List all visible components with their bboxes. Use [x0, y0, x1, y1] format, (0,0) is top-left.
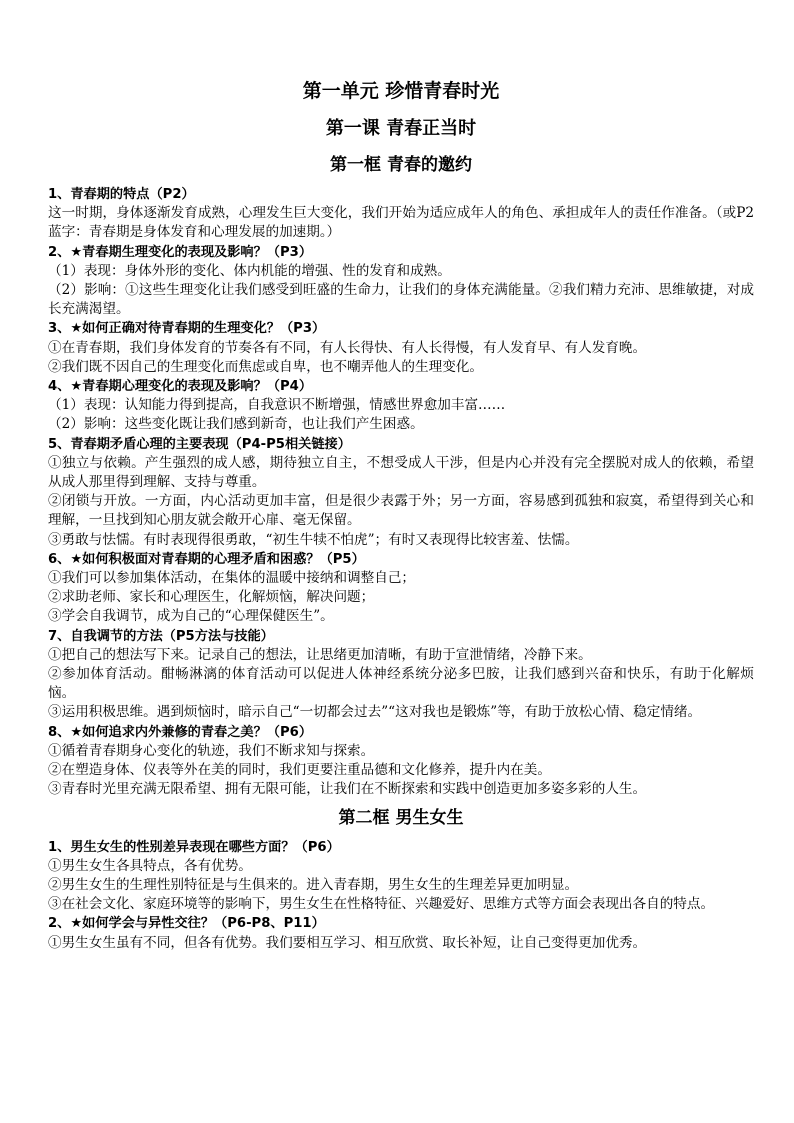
question-heading: 2、★如何学会与异性交往？（P6-P8、P11）	[48, 916, 325, 932]
question-block	[48, 319, 754, 377]
answer-line: ②闭锁与开放。一方面，内心活动更加丰富，但是很少表露于外；另一方面，容易感到孤独和寂寞，希望得到关心和理解，一旦找到知心朋友就会敞开心扉、毫无保留。	[48, 493, 754, 529]
unit-title: 第一单元 珍惜青春时光	[302, 80, 500, 102]
lesson-title: 第一课 青春正当时	[325, 118, 477, 139]
answer-line: ①循着青春期身心变化的轨迹，我们不断求知与探索。	[48, 742, 375, 759]
answer-line: ②参加体育活动。酣畅淋漓的体育活动可以促进人体神经系统分泌多巴胺，让我们感到兴奋和快乐，有助于化解烦恼。	[48, 666, 754, 702]
answer-line: ③学会自我调节，成为自己的“心理保健医生”。	[48, 608, 334, 625]
question-heading: 2、★青春期生理变化的表现及影响？（P3）	[48, 244, 313, 260]
question-heading: 3、★如何正确对待青春期的生理变化？（P3）	[48, 321, 326, 337]
answer-line: （1）表现：认知能力得到提高，自我意识不断增强，情感世界愈加丰富……	[48, 397, 506, 414]
answer-line: ③运用积极思维。遇到烦恼时，暗示自己“一切都会过去”“这对我也是锻炼”等，有助于放松心情、稳定情绪。	[48, 704, 702, 721]
answer-line: （2）影响：这些变化既让我们感到新奇，也让我们产生困惑。	[48, 416, 424, 433]
answer-line: ①男生女生虽有不同，但各有优势。我们要相互学习、相互欣赏、取长补短，让自己变得更加优秀。	[48, 934, 647, 951]
answer-line: ②男生女生的生理性别特征是与生俱来的。进入青春期，男生女生的生理差异更加明显。	[48, 876, 579, 893]
question-block	[48, 435, 754, 550]
answer-line: 这一时期，身体逐渐发育成熟，心理发生巨大变化，我们开始为适应成年人的角色、承担成年人的责任作准备。（或P2蓝字：青春期是身体发育和心理发展的加速期。）	[48, 205, 754, 241]
question-block	[48, 243, 754, 320]
section-2	[48, 806, 754, 953]
answer-line: ③勇敢与怯懦。有时表现得很勇敢，“初生牛犊不怕虎”；有时又表现得比较害羞、怯懦。	[48, 531, 579, 548]
answer-line: （1）表现：身体外形的变化、体内机能的增强、性的发育和成熟。	[48, 262, 451, 279]
answer-line: ②我们既不因自己的生理变化而焦虑或自卑，也不嘲弄他人的生理变化。	[48, 358, 483, 375]
question-heading: 4、★青春期心理变化的表现及影响？（P4）	[48, 379, 313, 395]
question-block	[48, 185, 754, 243]
answer-line: ②求助老师、家长和心理医生，化解烦恼，解决问题；	[48, 589, 375, 606]
question-heading: 7、自我调节的方法（P5方法与技能）	[48, 628, 274, 644]
section-title: 第一框 青春的邀约	[330, 155, 472, 175]
answer-line: ①独立与依赖。产生强烈的成人感，期待独立自主，不想受成人干涉，但是内心并没有完全摆脱对成人的依赖，希望从成人那里得到理解、支持与尊重。	[48, 454, 754, 491]
answer-line: ③在社会文化、家庭环境等的影响下，男生女生在性格特征、兴趣爱好、思维方式等方面会表现出各自的特点。	[48, 896, 715, 913]
question-block	[48, 914, 754, 952]
answer-line: （2）影响：①这些生理变化让我们感受到旺盛的生命力，让我们的身体充满能量。②我们精力充沛、思维敏捷，对成长充满渴望。	[48, 282, 754, 318]
document-page	[48, 74, 754, 953]
section-1	[48, 153, 754, 800]
question-heading: 5、青春期矛盾心理的主要表现（P4-P5相关链接）	[48, 436, 351, 452]
answer-line: ①我们可以参加集体活动，在集体的温暖中接纳和调整自己；	[48, 570, 416, 587]
question-heading: 8、★如何追求内外兼修的青春之美？（P6）	[48, 724, 313, 740]
question-block	[48, 377, 754, 435]
question-heading: 1、青春期的特点（P2）	[48, 187, 195, 202]
answer-line: ①男生女生各具特点，各有优势。	[48, 857, 252, 874]
answer-line: ①把自己的想法写下来。记录自己的想法，让思绪更加清晰，有助于宣泄情绪，冷静下来。	[48, 646, 592, 663]
question-heading: 6、★如何积极面对青春期的心理矛盾和困惑？（P5）	[48, 551, 365, 567]
section-title: 第二框 男生女生	[338, 807, 464, 828]
question-block	[48, 723, 754, 800]
answer-line: ②在塑造身体、仪表等外在美的同时，我们更要注重品德和文化修养，提升内在美。	[48, 762, 551, 779]
question-block	[48, 627, 754, 723]
answer-line: ③青春时光里充满无限希望、拥有无限可能，让我们在不断探索和实践中创造更加多姿多彩的人生。	[48, 781, 647, 798]
question-heading: 1、男生女生的性别差异表现在哪些方面？（P6）	[48, 839, 340, 855]
question-block	[48, 838, 754, 915]
question-block	[48, 550, 754, 627]
answer-line: ①在青春期，我们身体发育的节奏各有不同，有人长得快、有人长得慢，有人发育早、有人发育晚。	[48, 339, 647, 356]
